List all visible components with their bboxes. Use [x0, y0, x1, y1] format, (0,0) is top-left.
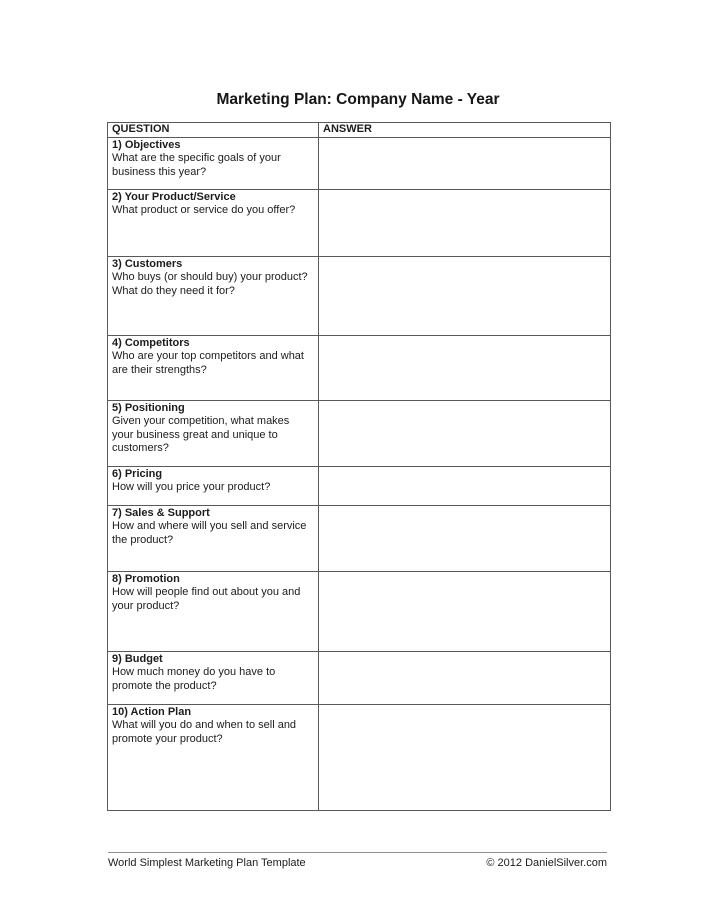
answer-cell	[319, 572, 611, 652]
table-row-sales-support	[108, 506, 611, 572]
question-description: How much money do you have to promote the product?	[112, 666, 279, 692]
question-cell	[108, 506, 319, 572]
question-label: 2) Your Product/Service	[112, 191, 236, 203]
question-label: 9) Budget	[112, 653, 163, 665]
answer-cell	[319, 401, 611, 467]
footer-copyright: © 2012 DanielSilver.com	[486, 857, 607, 869]
question-cell	[108, 138, 319, 190]
table-row-product-service	[108, 190, 611, 257]
question-description: What will you do and when to sell and promote your product?	[112, 719, 300, 745]
question-label: 6) Pricing	[112, 468, 163, 480]
page-footer	[108, 852, 607, 870]
question-label: 3) Customers	[112, 258, 183, 270]
table-row-objectives	[108, 138, 611, 190]
question-description: Who buys (or should buy) your product? What do they need it for?	[112, 271, 314, 297]
table-body	[108, 138, 611, 811]
question-cell	[108, 336, 319, 401]
question-cell	[108, 401, 319, 467]
question-cell	[108, 190, 319, 257]
question-cell	[108, 467, 319, 506]
answer-cell	[319, 705, 611, 811]
question-cell	[108, 257, 319, 336]
question-description: How and where will you sell and service the product?	[112, 520, 310, 546]
question-column-header: QUESTION	[108, 123, 319, 138]
answer-cell	[319, 506, 611, 572]
answer-cell	[319, 138, 611, 190]
table-row-budget	[108, 652, 611, 705]
question-description: Given your competition, what makes your business great and unique to customers?	[112, 415, 293, 455]
question-description: How will people find out about you and your product?	[112, 586, 304, 612]
table-header-row	[108, 123, 611, 138]
table-row-customers	[108, 257, 611, 336]
question-label: 5) Positioning	[112, 402, 185, 414]
question-description: What product or service do you offer?	[112, 204, 296, 217]
question-label: 4) Competitors	[112, 337, 190, 349]
question-label: 7) Sales & Support	[112, 507, 210, 519]
question-description: What are the specific goals of your business this year?	[112, 152, 284, 178]
answer-cell	[319, 467, 611, 506]
answer-cell	[319, 190, 611, 257]
question-cell	[108, 705, 319, 811]
question-description: How will you price your product?	[112, 481, 271, 494]
table-row-positioning	[108, 401, 611, 467]
answer-cell	[319, 652, 611, 705]
answer-cell	[319, 257, 611, 336]
question-label: 1) Objectives	[112, 139, 181, 151]
marketing-plan-table	[107, 122, 611, 811]
question-label: 8) Promotion	[112, 573, 180, 585]
footer-template-name: World Simplest Marketing Plan Template	[108, 857, 306, 869]
question-cell	[108, 572, 319, 652]
table-row-promotion	[108, 572, 611, 652]
question-label: 10) Action Plan	[112, 706, 192, 718]
question-description: Who are your top competitors and what are their strengths?	[112, 350, 308, 376]
answer-cell	[319, 336, 611, 401]
answer-column-header: ANSWER	[319, 123, 611, 138]
table-row-pricing	[108, 467, 611, 506]
question-cell	[108, 652, 319, 705]
page-title: Marketing Plan: Company Name - Year	[216, 91, 500, 108]
table-row-action-plan	[108, 705, 611, 811]
table-row-competitors	[108, 336, 611, 401]
